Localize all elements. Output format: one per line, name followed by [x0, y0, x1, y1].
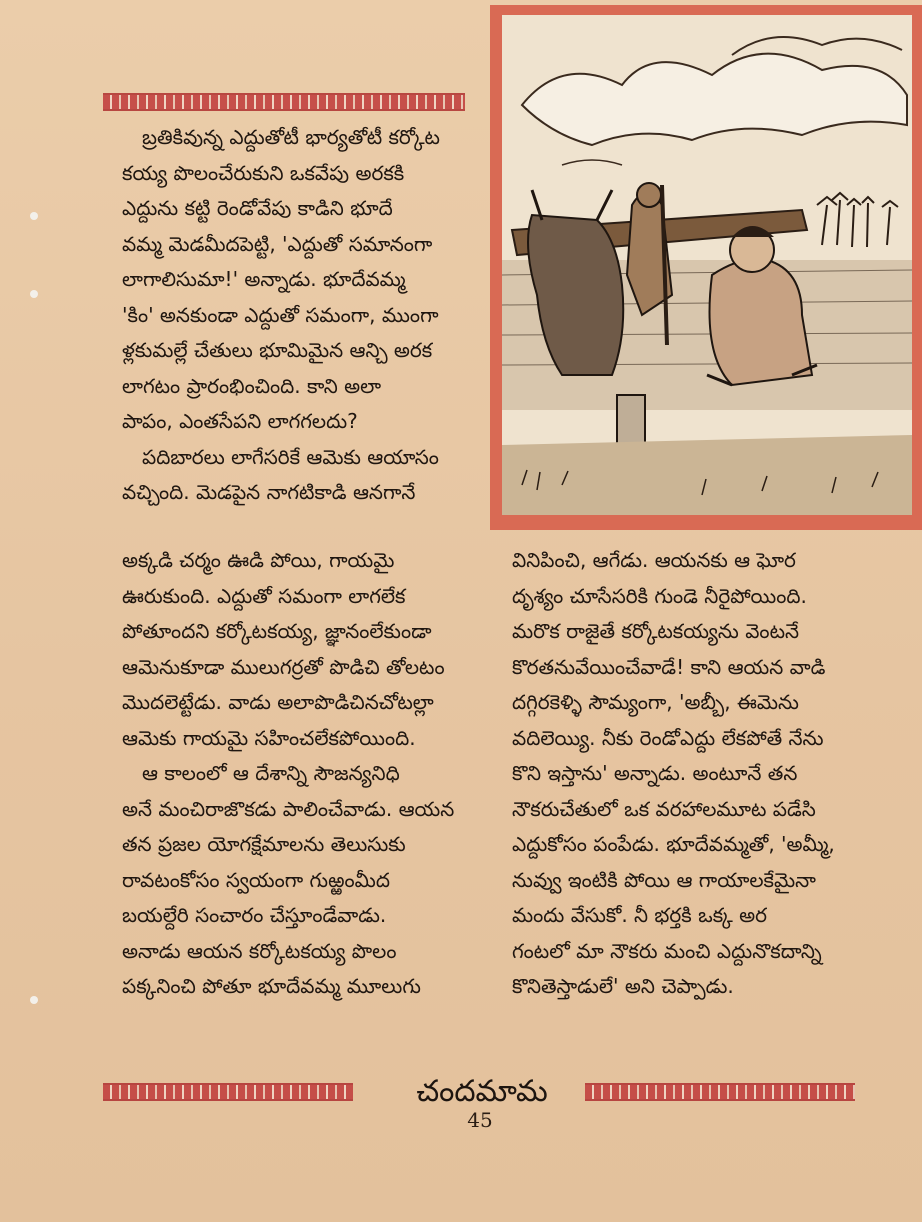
text-line: 'కిం' అనకుండా ఎద్దుతో సమంగా, ముంగా	[122, 302, 439, 327]
page-number: 45	[467, 1108, 493, 1132]
text-line: లాగటం ప్రారంభించింది. కాని అలా	[122, 373, 382, 398]
text-line: తన ప్రజల యోగక్షేమాలను తెలుసుకు	[122, 832, 406, 856]
punch-hole	[30, 290, 38, 298]
text-line: మందు వేసుకో. నీ భర్తకి ఒక్క అర	[512, 903, 768, 927]
text-line: కొని ఇస్తాను' అన్నాడు. అంటూనే తన	[512, 761, 798, 785]
text-line: ళ్లకుమల్లే చేతులు భూమిమైన ఆన్చి అరక	[122, 338, 433, 362]
story-text-left-top	[122, 120, 482, 511]
magazine-title: చందమామ	[416, 1074, 548, 1109]
text-line: నువ్వు ఇంటికి పోయి ఆ గాయాలకేమైనా	[512, 867, 816, 892]
text-line: ఎద్దుకోసం పంపేడు. భూదేవమ్మతో, 'అమ్మీ,	[512, 832, 835, 856]
decorative-border-footer-left	[103, 1083, 353, 1101]
text-line: రావటంకోసం స్వయంగా గుఱ్ఱంమీద	[122, 867, 390, 892]
story-text-left-bottom	[122, 543, 497, 1005]
text-line: ఆమెకు గాయమై సహించలేకపోయింది.	[122, 725, 416, 750]
text-line: మొదలెట్టేడు. వాడు అలాపొడిచినచోటల్లా	[122, 690, 434, 714]
text-line: కొరతనువేయించేవాడే! కాని ఆయన వాడి	[512, 654, 826, 679]
story-illustration	[490, 5, 922, 530]
text-line: వచ్చింది. మెడపైన నాగటికాడి ఆనగానే	[122, 480, 416, 504]
text-line: వదిలెయ్యి. నీకు రెండోఎద్దు లేకపోతే నేను	[512, 725, 824, 750]
text-line: పదిబారలు లాగేసరికే ఆమెకు ఆయాసం	[142, 444, 439, 469]
text-line: వమ్మ మెడమీదపెట్టి, 'ఎద్దుతో సమానంగా	[122, 231, 433, 256]
text-line: కయ్య పొలంచేరుకుని ఒకవేపు అరకకి	[122, 160, 405, 185]
text-line: అక్కడి చర్మం ఊడి పోయి, గాయమై	[122, 548, 395, 572]
text-line: బయల్దేరి సంచారం చేస్తూండేవాడు.	[122, 903, 387, 927]
text-line: ఆ కాలంలో ఆ దేశాన్ని సౌజన్యనిధి	[142, 761, 400, 785]
text-line: దృశ్యం చూసేసరికి గుండె నీరైపోయింది.	[512, 583, 807, 608]
text-line: పక్కనించి పోతూ భూదేవమ్మ మూలుగు	[122, 974, 421, 998]
text-line: కొనితెస్తాడులే' అని చెప్పాడు.	[512, 974, 734, 998]
text-line: నౌకరుచేతులో ఒక వరహాలమూట పడేసి	[512, 796, 816, 821]
text-line: పాపం, ఎంతసేపని లాగగలదు?	[122, 409, 358, 433]
illustration-drawing	[502, 15, 912, 515]
text-line: వినిపించి, ఆగేడు. ఆయనకు ఆ ఘోర	[512, 548, 796, 572]
text-line: లాగాలిసుమా!' అన్నాడు. భూదేవమ్మ	[122, 267, 406, 291]
text-line: దగ్గిరకెళ్ళి సౌమ్యంగా, 'అబ్బీ, ఈమెను	[512, 690, 799, 714]
punch-hole	[30, 212, 38, 220]
text-line: గంటలో మా నౌకరు మంచి ఎద్దునొకదాన్ని	[512, 938, 822, 963]
text-line: మరొక రాజైతే కర్కోటకయ్యను వెంటనే	[512, 619, 800, 643]
text-line: పోతూందని కర్కోటకయ్య, జ్ఞానంలేకుండా	[122, 619, 432, 643]
text-line: ఆమెనుకూడా ములుగర్రతో పొడిచి తోలటం	[122, 654, 445, 679]
story-text-right	[512, 543, 912, 1005]
text-line: ఎద్దును కట్టి రెండోవేపు కాడిని భూదే	[122, 196, 393, 220]
decorative-border-footer-right	[585, 1083, 855, 1101]
text-line: బ్రతికివున్న ఎద్దుతోటీ భార్యతోటీ కర్కోట	[142, 125, 440, 149]
text-line: ఊరుకుంది. ఎద్దుతో సమంగా లాగలేక	[122, 583, 406, 608]
decorative-border-top	[103, 93, 465, 111]
text-line: అనాడు ఆయన కర్కోటకయ్య పొలం	[122, 938, 397, 963]
punch-hole	[30, 996, 38, 1004]
text-line: అనే మంచిరాజొకడు పాలించేవాడు. ఆయన	[122, 796, 455, 821]
